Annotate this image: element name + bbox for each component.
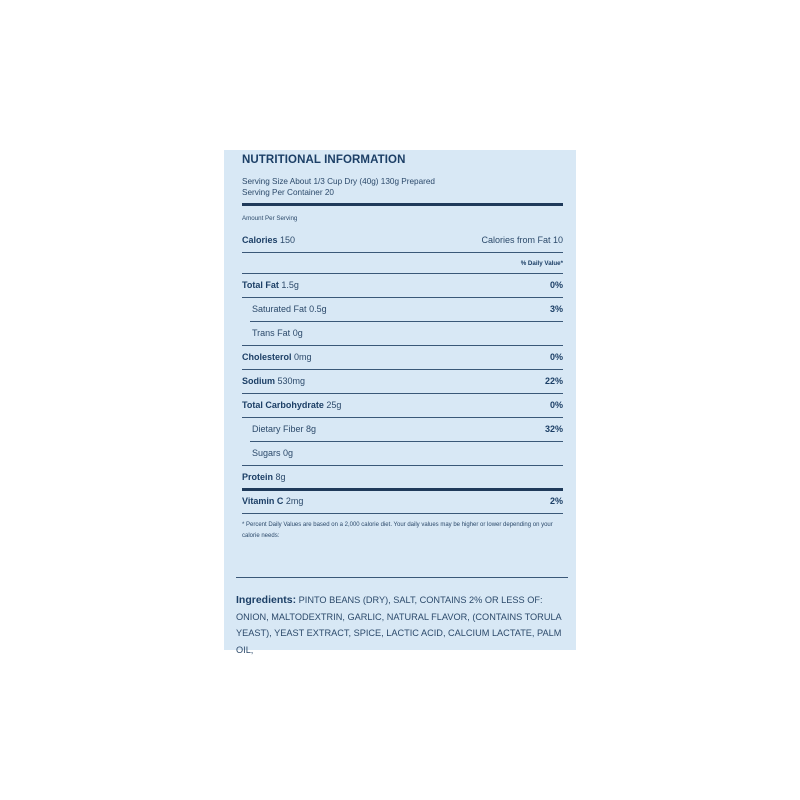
nutrient-row-protein [242, 472, 563, 486]
divider [242, 417, 563, 418]
nutrient-dv: 0% [549, 400, 563, 410]
nutrient-dv: 3% [549, 304, 563, 314]
divider [250, 441, 563, 442]
nutrient-dv: 22% [544, 376, 563, 386]
nutrient-amount: 530mg [277, 376, 306, 386]
nutrient-amount: 25g [326, 400, 342, 410]
amount-per-serving: Amount Per Serving [242, 215, 298, 222]
nutrient-amount: 0g [292, 328, 303, 338]
divider [242, 369, 563, 370]
panel-title: NUTRITIONAL INFORMATION [242, 154, 406, 166]
nutrient-label: Vitamin C [242, 496, 284, 506]
nutrient-dv: 0% [549, 352, 563, 362]
divider [242, 393, 563, 394]
divider [242, 513, 563, 514]
ingredients-divider [236, 577, 568, 578]
nutrition-panel [224, 150, 576, 655]
ingredients-text: PINTO BEANS (DRY), SALT, CONTAINS 2% OR LESS OF: ONION, MALTODEXTRIN, GARLIC, NATURAL FLAVOR, (CONTAINS TORULA YEAST), YEAST EXTRACT, SPICE, LACTIC ACID, CALCIUM LACTATE, PALM OIL, [236, 595, 562, 655]
nutrient-row-total-fat [242, 280, 563, 294]
nutrient-row-sodium [242, 376, 563, 390]
nutrient-label: Dietary Fiber [252, 424, 304, 434]
daily-value-footnote: * Percent Daily Values are based on a 2,000 calorie diet. Your daily values may be higher or lower depending on your calorie needs: [242, 522, 553, 539]
nutrient-row-cholesterol [242, 352, 563, 366]
divider [242, 345, 563, 346]
divider [242, 252, 563, 253]
nutrient-row-saturated-fat [242, 304, 563, 318]
nutrient-label: Sugars [252, 448, 281, 458]
nutrient-label: Cholesterol [242, 352, 292, 362]
nutrient-amount: 1.5g [281, 280, 299, 290]
divider [242, 273, 563, 274]
nutrient-row-dietary-fiber [242, 424, 563, 438]
calories-label: Calories [242, 235, 278, 245]
calories-row [242, 235, 563, 249]
nutrient-row-trans-fat [242, 328, 563, 342]
divider [250, 321, 563, 322]
serving-size: Serving Size About 1/3 Cup Dry (40g) 130g Prepared [242, 177, 435, 186]
nutrient-row-total-carbohydrate [242, 400, 563, 414]
nutrient-amount: 0mg [294, 352, 312, 362]
nutrient-label: Saturated Fat [252, 304, 307, 314]
nutrient-amount: 8g [275, 472, 286, 482]
nutrient-label: Sodium [242, 376, 275, 386]
nutrient-amount: 8g [306, 424, 317, 434]
nutrient-amount: 2mg [285, 496, 304, 506]
nutrient-label: Total Carbohydrate [242, 400, 324, 410]
daily-value-header: % Daily Value* [520, 260, 563, 267]
servings-per-container: Serving Per Container 20 [242, 188, 334, 197]
divider [242, 465, 563, 466]
divider [242, 297, 563, 298]
calories-value: 150 [280, 235, 296, 245]
nutrient-label: Total Fat [242, 280, 279, 290]
nutrient-dv: 0% [549, 280, 563, 290]
nutrient-dv: 2% [549, 496, 563, 506]
nutrient-label: Protein [242, 472, 274, 482]
nutrient-amount: 0.5g [309, 304, 327, 314]
divider-thick [242, 203, 563, 206]
nutrient-dv: 32% [544, 424, 563, 434]
calories-from-fat: Calories from Fat 10 [481, 235, 563, 245]
nutrient-row-vitamin-c [242, 496, 563, 510]
ingredients-label: Ingredients: [236, 594, 297, 606]
nutrient-row-sugars [242, 448, 563, 462]
nutrient-amount: 0g [283, 448, 294, 458]
nutrient-label: Trans Fat [252, 328, 291, 338]
divider-thick [242, 488, 563, 491]
ingredients-block [236, 592, 566, 658]
